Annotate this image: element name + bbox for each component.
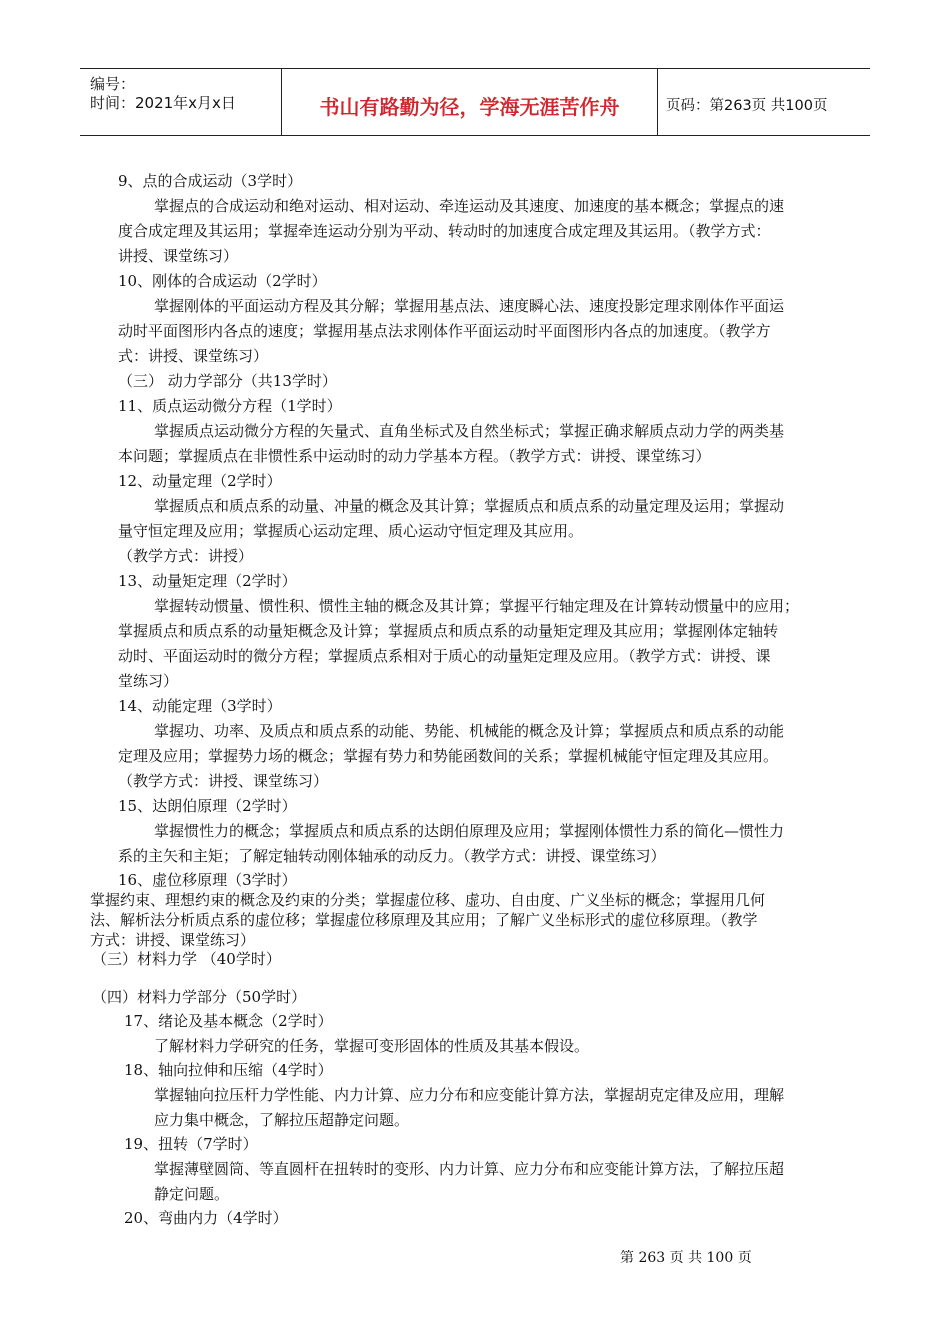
paragraph-line: 量守恒定理及应用；掌握质心运动定理、质心运动守恒定理及其应用。: [118, 522, 584, 540]
page-footer: 第 263 页 共 100 页: [620, 1250, 752, 1266]
doc-code-label: 编号：: [90, 75, 136, 93]
paragraph-line: 法、解析法分析质点系的虚位移；掌握虚位移原理及其应用；了解广义坐标形式的虚位移原理。（教学: [90, 911, 758, 929]
paragraph-line: 方式：讲授、课堂练习）: [90, 931, 256, 949]
paragraph-line: 应力集中概念，了解拉压超静定问题。: [154, 1111, 410, 1129]
paragraph-line: 掌握轴向拉压杆力学性能、内力计算、应力分布和应变能计算方法，掌握胡克定律及应用，理解: [154, 1086, 785, 1104]
paragraph-line: 掌握转动惯量、惯性积、惯性主轴的概念及其计算；掌握平行轴定理及在计算转动惯量中的应用；: [154, 597, 800, 615]
paragraph-line: 掌握薄壁圆筒、等直圆杆在扭转时的变形、内力计算、应力分布和应变能计算方法，了解拉压超: [154, 1160, 785, 1178]
section-heading: 15、达朗伯原理（2学时）: [118, 797, 297, 815]
paragraph-line: 讲授、课堂练习）: [118, 247, 239, 265]
paragraph-line: 掌握质点和质点系的动量、冲量的概念及其计算；掌握质点和质点系的动量定理及运用；掌握动: [154, 497, 785, 515]
section-heading: 11、质点运动微分方程（1学时）: [118, 397, 342, 415]
section-heading: 16、虚位移原理（3学时）: [118, 871, 297, 889]
paragraph-line: 掌握约束、理想约束的概念及约束的分类；掌握虚位移、虚功、自由度、广义坐标的概念；掌握用几何: [90, 891, 766, 909]
paragraph-line: 式：讲授、课堂练习）: [118, 347, 269, 365]
part-heading: （四）材料力学部分（50学时）: [92, 988, 307, 1006]
section-heading: 12、动量定理（2学时）: [118, 472, 282, 490]
paragraph-line: 本问题；掌握质点在非惯性系中运动时的动力学基本方程。（教学方式：讲授、课堂练习）: [118, 447, 711, 465]
paragraph-line: 掌握刚体的平面运动方程及其分解；掌握用基点法、速度瞬心法、速度投影定理求刚体作平面运: [154, 297, 785, 315]
paragraph-line: 掌握功、功率、及质点和质点系的动能、势能、机械能的概念及计算；掌握质点和质点系的动能: [154, 722, 785, 740]
paragraph-line: （教学方式：讲授、课堂练习）: [118, 772, 329, 790]
header-motto: 书山有路勤为径，学海无涯苦作舟: [319, 95, 620, 119]
paragraph-line: 动时平面图形内各点的速度；掌握用基点法求刚体作平面运动时平面图形内各点的加速度。（教学方: [118, 322, 771, 340]
part-heading: （三） 动力学部分（共13学时）: [118, 372, 337, 390]
paragraph-line: 了解材料力学研究的任务，掌握可变形固体的性质及其基本假设。: [154, 1037, 590, 1055]
header-motto-cell: [282, 69, 658, 135]
page-header: [80, 68, 870, 136]
section-heading: 14、动能定理（3学时）: [118, 697, 282, 715]
section-heading: 17、绪论及基本概念（2学时）: [124, 1012, 333, 1030]
paragraph-line: 静定问题。: [154, 1185, 230, 1203]
paragraph-line: 堂练习）: [118, 672, 179, 690]
paragraph-line: 掌握点的合成运动和绝对运动、相对运动、牵连运动及其速度、加速度的基本概念；掌握点的速: [154, 197, 785, 215]
paragraph-line: 动时、平面运动时的微分方程；掌握质点系相对于质心的动量矩定理及应用。（教学方式：讲授、课: [118, 647, 771, 665]
header-meta-cell: [80, 69, 282, 135]
section-heading: 18、轴向拉伸和压缩（4学时）: [124, 1061, 333, 1079]
paragraph-line: （教学方式：讲授）: [118, 547, 254, 565]
section-heading: 13、动量矩定理（2学时）: [118, 572, 297, 590]
paragraph-line: 掌握惯性力的概念；掌握质点和质点系的达朗伯原理及应用；掌握刚体惯性力系的简化—惯性力: [154, 822, 785, 840]
header-page-info: 页码：第263页 共100页: [666, 98, 828, 114]
doc-date-label: 时间：2021年x月x日: [90, 94, 236, 112]
paragraph-line: 定理及应用；掌握势力场的概念；掌握有势力和势能函数间的关系；掌握机械能守恒定理及其应用。: [118, 747, 779, 765]
paragraph-line: 掌握质点和质点系的动量矩概念及计算；掌握质点和质点系的动量矩定理及其应用；掌握刚体定轴转: [118, 622, 779, 640]
section-heading: 20、弯曲内力（4学时）: [124, 1209, 288, 1227]
paragraph-line: 掌握质点运动微分方程的矢量式、直角坐标式及自然坐标式；掌握正确求解质点动力学的两类基: [154, 422, 785, 440]
paragraph-line: 度合成定理及其运用；掌握牵连运动分别为平动、转动时的加速度合成定理及其运用。（教学方式：: [118, 222, 771, 240]
section-heading: 10、刚体的合成运动（2学时）: [118, 272, 327, 290]
header-page-cell: [658, 69, 870, 135]
paragraph-line: 系的主矢和主矩；了解定轴转动刚体轴承的动反力。（教学方式：讲授、课堂练习）: [118, 847, 666, 865]
section-heading: 19、扭转（7学时）: [124, 1135, 258, 1153]
section-heading: 9、点的合成运动（3学时）: [118, 172, 303, 190]
part-heading: （三）材料力学 （40学时）: [92, 950, 281, 968]
